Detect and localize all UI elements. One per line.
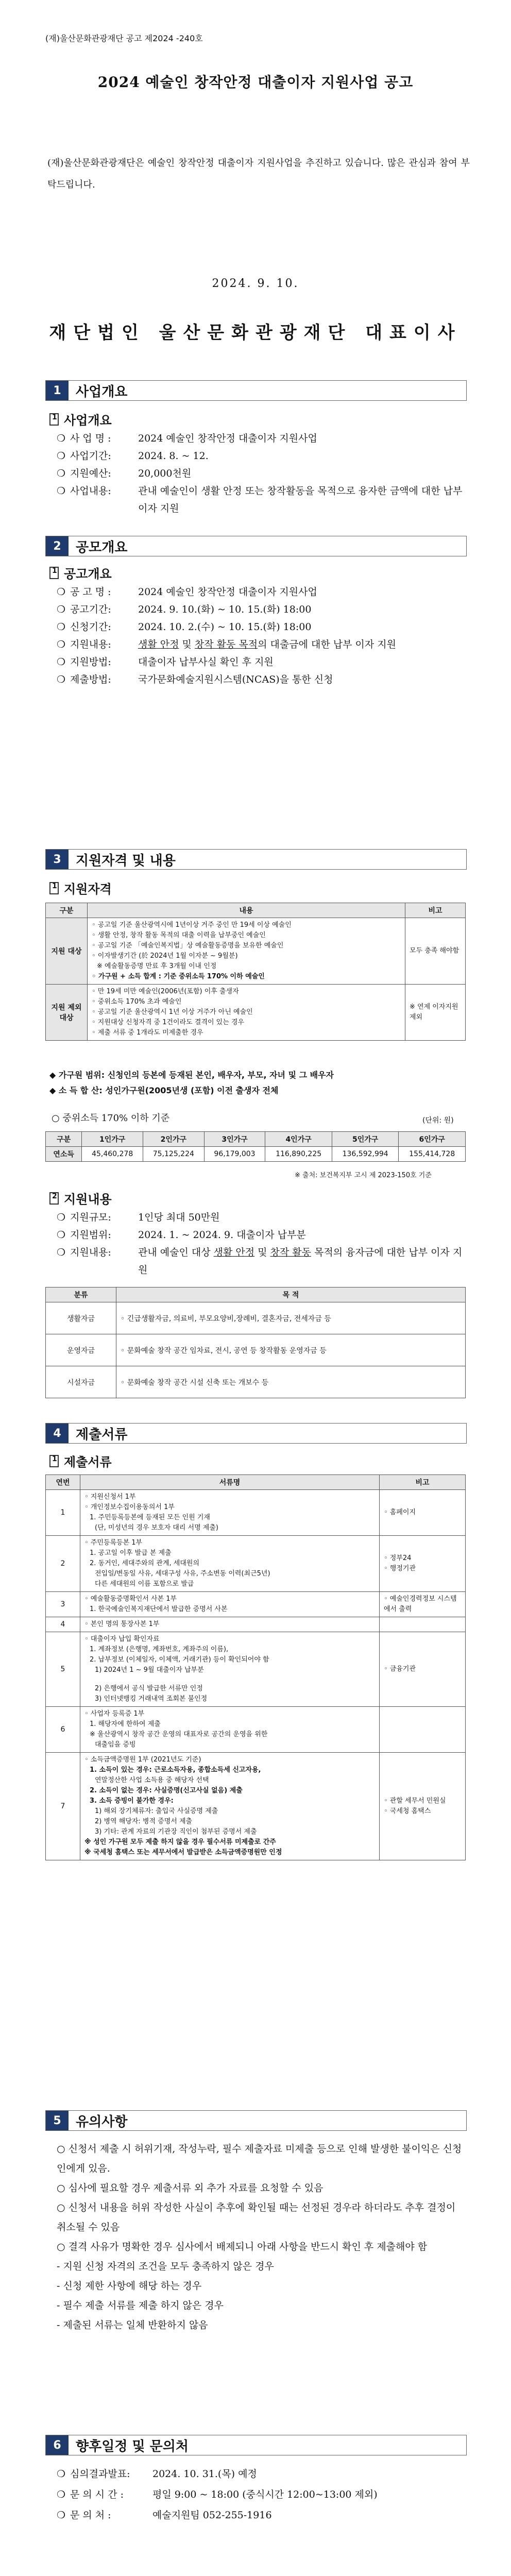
section-header-6 (45, 2435, 467, 2455)
list-item: ❍ 신청기간: 2024. 10. 2.(수) ~ 10. 15.(화) 18:00 (57, 621, 312, 633)
list-item: ○ 결격 사유가 명확한 경우 심사에서 배제되니 아래 사항을 반드시 확인 후 제출해야 함 (57, 2241, 428, 2252)
list-item: ❍ 사업내용: 관내 예술인이 생활 안정 또는 창작활동을 목적으로 융자한 금액에 대한 납부 이자 지원 (57, 485, 463, 514)
section-header-2 (45, 536, 467, 556)
section-title: 지원자격 및 내용 (76, 853, 176, 869)
subsection-title: 1 제출서류 (49, 1452, 112, 1470)
list-item: ○ 신청서 내용을 허위 작성한 사실이 추후에 확인될 때는 선정된 경우라 하더라도 추후 결정이 취소될 수 있음 (57, 2202, 456, 2233)
list-item: ❍ 문 의 처 : 예술지원팀 052-255-1916 (57, 2510, 272, 2521)
table-row: 1 ◦ 지원신청서 1부 ◦ 개인정보수집이용동의서 1부 1. 주민등록등본에 등재된 모든 인원 기재 (단, 미성년의 경우 보호자 대리 서명 제출) ◦ 홈페이지 (46, 1490, 466, 1536)
subsection-title: 2 지원내용 (49, 1189, 112, 1207)
page-title: 2024 예술인 창작안정 대출이자 지원사업 공고 (97, 74, 414, 91)
table-row: 3 ◦ 예술활동증명확인서 사본 1부 1. 한국예술인복지재단에서 발급한 증명서 사본 ◦ 예술인경력정보 시스템에서 출력 (46, 1592, 466, 1617)
income-source-note: ※ 출처: 보건복지부 고시 제 2023-150호 기준 (295, 1172, 432, 1179)
income-table: 구분 1인가구 2인가구 3인가구 4인가구 5인가구 6인가구 연소득 45,460,278 75,125,224 96,179,003 116,890,225 136,592,994 155,414,728 (45, 1131, 466, 1162)
section-number: 2 (46, 536, 69, 556)
fund-purpose-table: 분류 목 적 생활자금 ◦ 긴급생활자금, 의료비, 부모요양비,장례비, 결혼자금, 전세자금 등 운영자금 ◦ 문화예술 창작 공간 임차료, 전시, 공연 등 창작활동 운영자금 등 시설자금 ◦ 문화예술 창작 공간 시설 신축 또는 개보수 등 (45, 1287, 466, 1398)
precautions-list (57, 2139, 464, 2335)
table-row: 2 ◦ 주민등록등본 1부 1. 공고일 이후 발급 본 제출 2. 동거인, 세대주와의 관계, 세대원의 전입일/변동일 사유, 세대구성 사유, 주소변동 이력(최근5년) 다른 세대원의 이름 포함으로 발급 ◦ 정부24 ◦ 행정기관 (46, 1536, 466, 1592)
section-header-3 (45, 849, 467, 870)
subsection-box-icon: 2 (49, 1192, 59, 1205)
section-header-1 (45, 380, 467, 401)
section-title: 공모개요 (76, 539, 128, 555)
subsection-title: 1 지원자격 (49, 879, 112, 897)
list-item: - 신청 제한 사항에 해당 하는 경우 (57, 2280, 202, 2292)
table-row: 5 ◦ 대출이자 납입 확인자료 1. 계좌정보 (은행명, 계좌번호, 계좌주의 이름), 2. 납부정보 (이체일자, 이체액, 거래기관) 등이 확인되어야 함 1) 2024년 1 ~ 9월 대출이자 납부분 2) 은행에서 공식 발급한 서류만 인정 3) 인터넷뱅킹 거래내역 조회본 불인정 ◦ 금융기관 (46, 1632, 466, 1707)
table-row: 연소득 45,460,278 75,125,224 96,179,003 116,890,225 136,592,994 155,414,728 (46, 1147, 466, 1162)
list-item: - 지원 신청 자격의 조건을 모두 충족하지 않은 경우 (57, 2261, 274, 2272)
median-income-label: ○ 중위소득 170% 이하 기준 (52, 1113, 170, 1124)
subsection-box-icon: 1 (49, 882, 59, 894)
subsection-title: 1 공고개요 (49, 564, 112, 582)
table-row: 7 ◦ 소득금액증명원 1부 (2021년도 기준) 1. 소득이 있는 경우: 근로소득자용, 종합소득세 신고자용, 연말정산한 사업 소득용 중 해당자 선택 2. 소득이 없는 경우: 사실증명(신고사실 없음) 제출 3. 소득 증빙이 불가한 경우: 1) 해외 장기체류자: 출입국 사실증명 제출 2) 병역 해당자: 병적 증명서 제출 3) 기타: 관계 자료의 기관장 직인이 첨부된 증명서 제출 ※ 성인 가구원 모두 제출 하지 않을 경우 필수서류 미제출로 간주 ※ 국세청 홈택스 또는 세무서에서 발급받은 소득금액증명원만 인정 ◦ 관할 세무서 민원실 ◦ 국세청 홈택스 (46, 1753, 466, 1860)
intro-text: (재)울산문화관광재단은 예술인 창작안정 대출이자 지원사업을 추진하고 있습니다. 많은 관심과 참여 부탁드립니다. (47, 158, 470, 190)
list-item: ○ 심사에 필요할 경우 제출서류 외 추가 자료를 요청할 수 있음 (57, 2182, 323, 2194)
subsection-box-icon: 1 (49, 567, 59, 579)
section-number: 1 (46, 381, 69, 400)
section-title: 사업개요 (76, 384, 128, 400)
list-item: - 제출된 서류는 일체 반환하지 않음 (57, 2319, 208, 2331)
subsection-box-icon: 1 (49, 413, 59, 426)
list-item: - 필수 제출 서류를 제출 하지 않은 경우 (57, 2300, 224, 2311)
list-item: ❍ 사업기간: 2024. 8. ~ 12. (57, 450, 209, 462)
document-number: (재)울산문화관광재단 공고 제2024 -240호 (45, 33, 203, 43)
section-title: 유의사항 (76, 2114, 128, 2130)
call-overview-list (57, 583, 464, 688)
section-header-5 (45, 2110, 467, 2131)
table-row: 지원 제외 대상 ◦ 만 19세 미만 예술인(2006년(포함) 이후 출생자 ◦ 중위소득 170% 초과 예술인 ◦ 공고일 기준 울산광역시 1년 이상 거주가 아닌 예술인 ◦ 지원대상 신청자격 중 1건이라도 결격이 있는 경우 ◦ 제출 서류 중 1개라도 미제출한 경우 ※ 연제 이자지원 제외 (46, 985, 466, 1041)
eligibility-content: ◦ 공고일 기준 울산광역시에 1년이상 거주 중인 만 19세 이상 예술인 ◦ 생활 안정, 창작 활동 목적의 대출 이력을 납부중인 예술인 ◦ 공고일 기준 「예술인복지법」상 예술활동증명을 보유한 예술인 ◦ 이자발생기간 (於 2024년 1월 이자분 ~ 9월분) ※ 예술활동증명 만료 후 3개월 이내 인정 ◦ 가구원 + 소득 합계 : 기준 중위소득 170% 이하 예술인 (88, 918, 405, 985)
unit-label: (단위: 원) (422, 1116, 454, 1125)
list-item: ❍ 지원규모: 1인당 최대 50만원 (57, 1212, 220, 1223)
income-note: ◆ 소 득 합 산: 성인가구원(2005년생 (포함) 이전 출생자 전체 (49, 1086, 279, 1095)
list-item: ❍ 사 업 명 : 2024 예술인 창작안정 대출이자 지원사업 (57, 433, 317, 444)
section-number: 6 (46, 2435, 69, 2455)
section-number: 3 (46, 850, 69, 869)
list-item: ❍ 공 고 명 : 2024 예술인 창작안정 대출이자 지원사업 (57, 586, 317, 598)
table-row: 시설자금 ◦ 문화예술 창작 공간 시설 신축 또는 개보수 등 (46, 1366, 466, 1398)
subsection-title: 1 사업개요 (49, 410, 112, 428)
list-item: ❍ 공고기간: 2024. 9. 10.(화) ~ 10. 15.(화) 18:00 (57, 604, 312, 615)
table-row: 4 ◦ 본인 명의 통장사본 1부 (46, 1617, 466, 1632)
eligibility-table: 구분 내용 비고 지원 대상 ◦ 공고일 기준 울산광역시에 1년이상 거주 중인 만 19세 이상 예술인 ◦ 생활 안정, 창작 활동 목적의 대출 이력을 납부중인 예술인 ◦ 공고일 기준 「예술인복지법」상 예술활동증명을 보유한 예술인 ◦ 이자발생기간 (於 2024년 1월 이자분 ~ 9월분) ※ 예술활동증명 만료 후 3개월 이내 인정 ◦ 가구원 + 소득 합계 : 기준 중위소득 170% 이하 예술인 모두 충족 해야함 지원 제외 대상 ◦ 만 19세 미만 예술인(2006년(포함) 이후 출생자 ◦ 중위소득 170% 초과 예술인 ◦ 공고일 기준 울산광역시 1년 이상 거주가 아닌 예술인 ◦ 지원대상 신청자격 중 1건이라도 결격이 있는 경우 ◦ 제출 서류 중 1개라도 미제출한 경우 ※ 연제 이자지원 제외 (45, 903, 466, 1041)
list-item: ❍ 지원범위: 2024. 1. ~ 2024. 9. 대출이자 납부분 (57, 1229, 306, 1241)
list-item: ❍ 문 의 시 간 : 평일 9:00 ~ 18:00 (중식시간 12:00~13:00 제외) (57, 2489, 378, 2500)
exclusion-content: ◦ 만 19세 미만 예술인(2006년(포함) 이후 출생자 ◦ 중위소득 170% 초과 예술인 ◦ 공고일 기준 울산광역시 1년 이상 거주가 아닌 예술인 ◦ 지원대상 신청자격 중 1건이라도 결격이 있는 경우 ◦ 제출 서류 중 1개라도 미제출한 경우 (88, 985, 405, 1041)
section-number: 5 (46, 2111, 69, 2130)
table-row: 운영자금 ◦ 문화예술 창작 공간 임차료, 전시, 공연 등 창작활동 운영자금 등 (46, 1334, 466, 1366)
list-item: ❍ 지원내용: 관내 예술인 대상 생활 안정 및 창작 활동 목적의 융자금에 대한 납부 이자 지원 (57, 1247, 463, 1276)
table-row: 지원 대상 ◦ 공고일 기준 울산광역시에 1년이상 거주 중인 만 19세 이상 예술인 ◦ 생활 안정, 창작 활동 목적의 대출 이력을 납부중인 예술인 ◦ 공고일 기준 「예술인복지법」상 예술활동증명을 보유한 예술인 ◦ 이자발생기간 (於 2024년 1월 이자분 ~ 9월분) ※ 예술활동증명 만료 후 3개월 이내 인정 ◦ 가구원 + 소득 합계 : 기준 중위소득 170% 이하 예술인 모두 충족 해야함 (46, 918, 466, 985)
schedule-contact-list (57, 2464, 464, 2526)
table-row: 생활자금 ◦ 긴급생활자금, 의료비, 부모요양비,장례비, 결혼자금, 전세자금 등 (46, 1302, 466, 1334)
signer: 재단법인 울산문화관광재단 대표이사 (49, 323, 462, 343)
household-note: ◆ 가구원 범위: 신청인의 등본에 등재된 본인, 배우자, 부모, 자녀 및 그 배우자 (49, 1070, 334, 1080)
business-overview-list (57, 430, 464, 517)
table-row: 6 ◦ 사업자 등록증 1부 1. 해당자에 한하여 제출 ※ 울산광역시 창작 공간 운영의 대표자로 공간의 운영을 위한 대출임을 증빙 (46, 1707, 466, 1753)
support-content-list (57, 1209, 464, 1279)
list-item: ○ 신청서 제출 시 허위기재, 작성누락, 필수 제출자료 미제출 등으로 인해 발생한 불이익은 신청인에게 있음. (57, 2143, 462, 2174)
list-item: ❍ 지원방법: 대출이자 납부사실 확인 후 지원 (57, 656, 274, 668)
section-number: 4 (46, 1423, 69, 1443)
list-item: ❍ 제출방법: 국가문화예술지원시스템(NCAS)을 통한 신청 (57, 674, 333, 685)
list-item: ❍ 지원내용: 생활 안정 및 창작 활동 목적의 대출금에 대한 납부 이자 지원 (57, 639, 396, 650)
list-item: ❍ 지원예산: 20,000천원 (57, 468, 192, 479)
section-header-4 (45, 1423, 467, 1444)
announcement-date: 2024. 9. 10. (212, 277, 299, 290)
section-title: 향후일정 및 문의처 (76, 2438, 189, 2454)
subsection-box-icon: 1 (49, 1455, 59, 1467)
list-item: ❍ 심의결과발표: 2024. 10. 31.(목) 예정 (57, 2468, 257, 2480)
section-title: 제출서류 (76, 1427, 128, 1443)
documents-table: 연번 서류명 비고 1 ◦ 지원신청서 1부 ◦ 개인정보수집이용동의서 1부 1. 주민등록등본에 등재된 모든 인원 기재 (단, 미성년의 경우 보호자 대리 서명 제출) ◦ 홈페이지 2 ◦ 주민등록등본 1부 1. 공고일 이후 발급 본 제출 2. 동거인, 세대주와의 관계, 세대원의 전입일/변동일 사유, 세대구성 사유, 주소변동 이력(최근5년) 다른 세대원의 이름 포함으로 발급 ◦ 정부24 ◦ 행정기관 3 ◦ 예술활동증명확인서 사본 1부 1. 한국예술인복지재단에서 발급한 증명서 사본 ◦ 예술인경력정보 시스템에서 출력 4 ◦ 본인 명의 통장사본 1부 5 ◦ 대출이자 납입 확인자료 1. 계좌정보 (은행명, 계좌번호, 계좌주의 이름), 2. 납부정보 (이체일자, 이체액, 거래기관) 등이 확인되어야 함 1) 2024년 1 ~ 9월 대출이자 납부분 2) 은행에서 공식 발급한 서류만 인정 3) 인터넷뱅킹 거래내역 조회본 불인정 ◦ 금융기관 6 ◦ 사업자 등록증 1부 1. 해당자에 한하여 제출 ※ 울산광역시 창작 공간 운영의 대표자로 공간의 운영을 위한 대출임을 증빙 7 ◦ 소득금액증명원 1부 (2021년도 기준) 1. 소득이 있는 경우: 근로소득자용, 종합소득세 신고자용, 연말정산한 사업 소득용 중 해당자 선택 2. 소득이 없는 경우: 사실증명(신고사실 없음) 제출 3. 소득 증빙이 불가한 경우: 1) 해외 장기체류자: 출입국 사실증명 제출 2) 병역 해당자: 병적 증명서 제출 3) 기타: 관계 자료의 기관장 직인이 첨부된 증명서 제출 ※ 성인 가구원 모두 제출 하지 않을 경우 필수서류 미제출로 간주 ※ 국세청 홈택스 또는 세무서에서 발급받은 소득금액증명원만 인정 ◦ 관할 세무서 민원실 ◦ 국세청 홈택스 (45, 1475, 466, 1860)
